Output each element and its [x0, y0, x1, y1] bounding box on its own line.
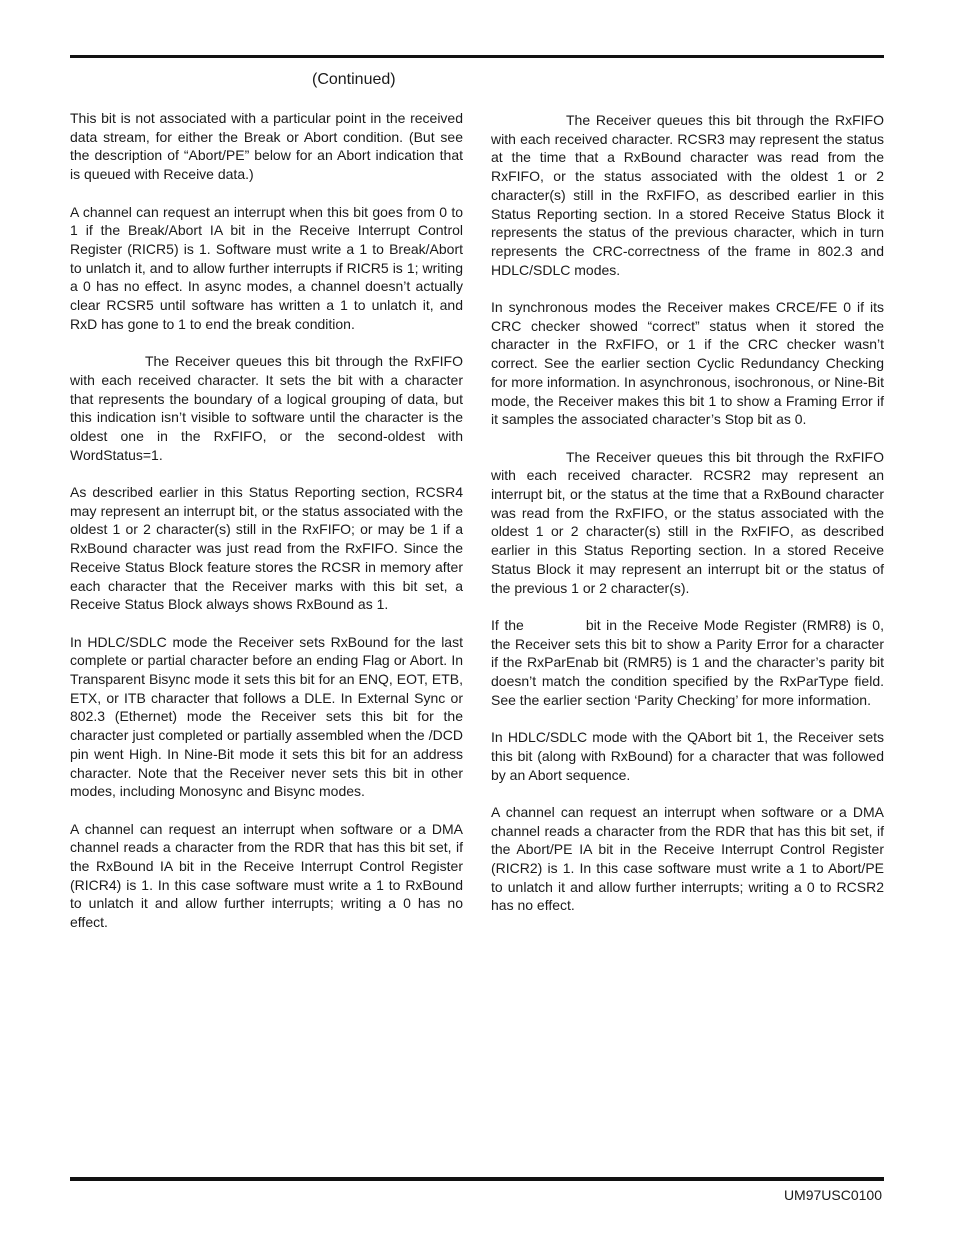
rxbound-interrupt-paragraph: A channel can request an interrupt when software or a DMA channel reads a character from the RDR that has this bit set, if the RxBound IA bit in the Receive Interrupt Control Register (RICR4) is 1. In this case software must write a 1 to RxBound to unlatch it and allow further interrupts; writing a 0 has no effect.: [70, 820, 463, 931]
rxbound-status-paragraph: As described earlier in this Status Reporting section, RCSR4 may represent an interrupt bit, or the status associated with the oldest 1 or 2 character(s) still in the RxFIFO; or may be 1 if a RxBound character was just read from the RxFIFO. Since the Receive Status Block feature stores the RCSR in memory after each character that the Receiver marks with this bit set, a Receive Status Block always shows RxBound as 1.: [70, 484, 463, 613]
qabort-paragraph: In HDLC/SDLC mode with the QAbort bit 1, the Receiver sets this bit (along with RxBound) for a character that was followed by an Abort sequence.: [491, 729, 884, 783]
abort-pe-interrupt-paragraph: A channel can request an interrupt when software or a DMA channel reads a character from the RDR that has this bit set, if the Abort/PE IA bit in the Receive Interrupt Control Register (RICR2) is 1. In this case software must write a 1 to Abort/PE to unlatch it and allow further interrupts; writing a 0 to RCSR2 has no effect.: [491, 803, 884, 914]
bottom-rule: [70, 1177, 884, 1181]
crce-fe-desc-text: The Receiver queues this bit through the RxFIFO with each received character. RCSR3 may represent the status at the time that a RxBound character was read from the RxFIFO, or the status associated with the oldest 1 or 2 character(s) still in the RxFIFO, as described earlier in this Status Reporting section. In a stored Receive Status Block it represents the status of the previous character, which in turn represents the CRC-correctness of the frame in 802.3 and HDLC/SDLC modes.: [491, 112, 884, 278]
parity-lead-text: If the: [491, 616, 524, 633]
break-abort-interrupt-paragraph: A channel can request an interrupt when this bit goes from 0 to 1 if the Break/Abort IA bit in the Receive Interrupt Control Register (RICR5) is 1. Software must write a 1 to Break/Abort to unlatch it, and to allow further interrupts if RICR5 is 1; writing a 0 has no effect. In async modes, a channel doesn’t actually clear RCSR5 until software has written a 1 to unlatch it, and RxD has gone to 1 to end the break condition.: [70, 203, 463, 332]
right-column: [491, 111, 884, 934]
continued-heading: (Continued): [312, 71, 396, 88]
parity-error-paragraph: [491, 616, 884, 710]
abort-pe-desc-paragraph: [491, 448, 884, 598]
crce-fe-desc-paragraph: [491, 111, 884, 279]
abort-pe-desc-text: The Receiver queues this bit through the RxFIFO with each received character. RCSR2 may represent an interrupt bit, or the status at the time that a RxBound character was read from the RxFIFO, or the status associated with the oldest 1 or 2 character(s) still in the RxFIFO, as described earlier in this Status Reporting section. In a stored Receive Status Block it may represent an interrupt bit or the status of the previous 1 or 2 character(s).: [491, 448, 884, 596]
rxbound-desc-text: The Receiver queues this bit through the RxFIFO with each received character. It sets the bit with a character that represents the boundary of a logical grouping of data, but this indication isn’t visible to software until the character is the oldest one in the RxFIFO, or the second-oldest with WordStatus=1.: [70, 353, 463, 463]
parity-rest-text: bit in the Receive Mode Register (RMR8) is 0, the Receiver sets this bit to show a Parity Error for a character if the RxParEnab bit (RMR5) is 1 and the character’s parity bit doesn’t match the condition specified by the RxParType field. See the earlier section ‘Parity Checking’ for more information.: [491, 616, 884, 708]
rxbound-modes-paragraph: In HDLC/SDLC mode the Receiver sets RxBound for the last complete or partial character before an ending Flag or Abort. In Transparent Bisync mode it sets this bit for an ENQ, EOT, ETB, ETX, or ITB character that follows a DLE. In External Sync or 802.3 (Ethernet) mode the Receiver sets this bit for the character just completed or partially assembled when the /DCD pin went High. In Nine-Bit mode it sets this bit for an address character. Note that the Receiver never sets this bit in other modes, including Monosync and Bisync modes.: [70, 633, 463, 800]
rxbound-desc-paragraph: [70, 352, 463, 464]
document-code: UM97USC0100: [783, 1187, 882, 1203]
top-rule: [70, 55, 884, 58]
break-abort-desc-paragraph: This bit is not associated with a particular point in the received data stream, for either the Break or Abort condition. (But see the description of “Abort/PE” below for an Abort indication that is queued with Receive data.): [70, 110, 463, 183]
crce-fe-modes-paragraph: In synchronous modes the Receiver makes CRCE/FE 0 if its CRC checker showed “correct” status when it stored the character in the RxFIFO, or 1 if the CRC checker wasn’t correct. See the earlier section Cyclic Redundancy Checking for more information. In asynchronous, isochronous, or Nine-Bit mode, the Receiver makes this bit 1 to show a Framing Error if it samples the associated character’s Stop bit as 0.: [491, 299, 884, 428]
left-column: [70, 109, 463, 951]
